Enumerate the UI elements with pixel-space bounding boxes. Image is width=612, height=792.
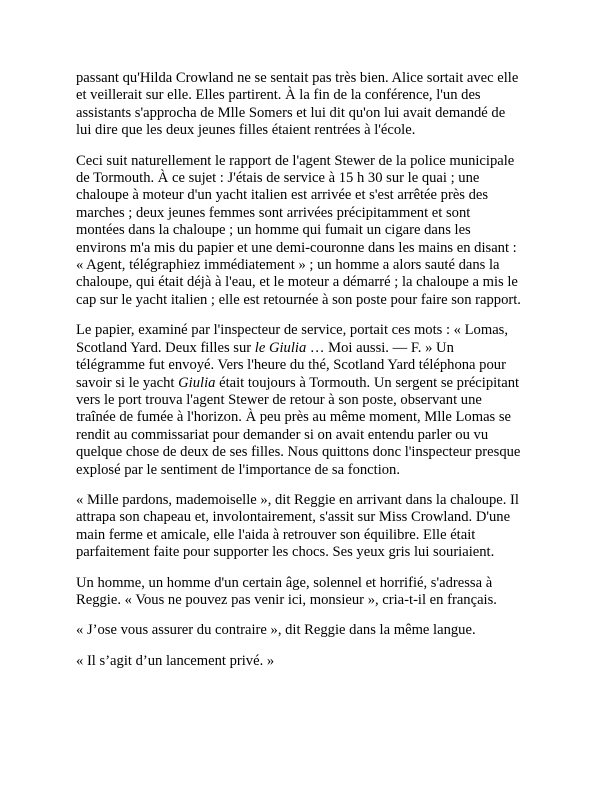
text-segment: montées dans la chaloupe ; un homme qui fumait un cigare dans les [76,222,471,239]
text-segment: assistants s'approcha de Mlle Somers et lui dit qu'on lui avait demandé de [76,104,506,121]
text-segment: était toujours à Tormouth. Un sergent se précipitant [215,374,520,391]
paragraph [76,575,548,610]
text-line [76,509,548,526]
text-segment: savoir si le yacht [76,374,179,391]
paragraph [76,622,548,639]
paragraph [76,653,548,670]
text-line [76,170,548,187]
document-page [76,70,548,683]
text-line [76,653,548,670]
text-line [76,375,548,392]
text-segment: Un homme, un homme d'un certain âge, solennel et horrifié, s'adressa à [76,574,493,591]
text-segment: de Tormouth. À ce sujet : J'étais de service à 15 h 30 sur le quai ; une [76,170,480,187]
text-segment: vers le port trouva l'agent Stewer de retour à son poste, observant une [76,391,482,408]
text-segment: « Agent, télégraphiez immédiatement » ; un homme a alors sauté dans la [76,257,500,274]
text-segment: quelque chose de deux de ses filles. Nous quittons donc l'inspecteur presque [76,444,521,461]
text-line [76,544,548,561]
text-line [76,187,548,204]
text-line [76,322,548,339]
text-line [76,340,548,357]
text-segment: chaloupe, qui était déjà à l'eau, et le moteur a démarré ; la chaloupe a mis le [76,274,518,291]
text-segment: télégramme fut envoyé. Vers l'heure du thé, Scotland Yard téléphona pour [76,357,506,374]
paragraph [76,153,548,310]
text-line [76,409,548,426]
text-line [76,592,548,609]
text-segment: … Moi aussi. — F. » Un [306,339,454,356]
text-line [76,462,548,479]
text-line [76,357,548,374]
text-segment: marches ; deux jeunes femmes sont arrivées précipitamment et sont [76,204,471,221]
text-line [76,622,548,639]
text-segment: main ferme et amicale, elle l'aida à retrouver son équilibre. Elle était [76,526,476,543]
text-line [76,87,548,104]
text-line [76,492,548,509]
text-segment: explosé par le sentiment de l'importance de sa fonction. [76,461,400,478]
text-line [76,527,548,544]
text-segment: cap sur le yacht italien ; elle est retournée à son poste pour faire son rapport. [76,291,521,308]
text-segment: Reggie. « Vous ne pouvez pas venir ici, monsieur », cria-t-il en français. [76,591,497,608]
text-segment: environs m'a mis du papier et une demi-couronne dans les mains en disant : [76,239,517,256]
italic-ship-name: Giulia [178,374,216,391]
paragraph [76,70,548,140]
text-segment: lui dire que les deux jeunes filles étaient rentrées à l'école. [76,122,416,139]
text-segment: et veillerait sur elle. Elles partirent. À la fin de la conférence, l'un des [76,87,481,104]
text-line [76,392,548,409]
text-segment: Scotland Yard. Deux filles sur [76,339,255,356]
text-line [76,257,548,274]
paragraph [76,492,548,562]
text-segment: parfaitement faite pour supporter les chocs. Ses yeux gris lui souriaient. [76,544,495,561]
italic-ship-name: le Giulia [254,339,307,356]
text-line [76,105,548,122]
text-line [76,70,548,87]
text-segment: rendit au commissariat pour demander si on avait entendu parler ou vu [76,426,489,443]
text-segment: « Mille pardons, mademoiselle », dit Reggie en arrivant dans la chaloupe. Il [76,491,519,508]
text-line [76,205,548,222]
text-segment: passant qu'Hilda Crowland ne se sentait pas très bien. Alice sortait avec elle [76,70,519,86]
text-line [76,274,548,291]
text-segment: « Il s’agit d’un lancement privé. » [76,652,275,669]
text-line [76,444,548,461]
text-segment: Le papier, examiné par l'inspecteur de service, portait ces mots : « Lomas, [76,322,508,339]
text-line [76,122,548,139]
text-segment: Ceci suit naturellement le rapport de l'agent Stewer de la police municipale [76,152,515,169]
text-segment: chaloupe à moteur d'un yacht italien est arrivée et s'est arrêtée près des [76,187,489,204]
text-segment: attrapa son chapeau et, involontairement, s'assit sur Miss Crowland. D'une [76,509,511,526]
text-line [76,575,548,592]
text-segment: traînée de fumée à l'horizon. À peu près au même moment, Mlle Lomas se [76,409,512,426]
paragraph [76,322,548,479]
text-line [76,240,548,257]
text-line [76,153,548,170]
text-line [76,427,548,444]
text-line [76,292,548,309]
text-segment: « J’ose vous assurer du contraire », dit Reggie dans la même langue. [76,622,476,639]
text-line [76,222,548,239]
